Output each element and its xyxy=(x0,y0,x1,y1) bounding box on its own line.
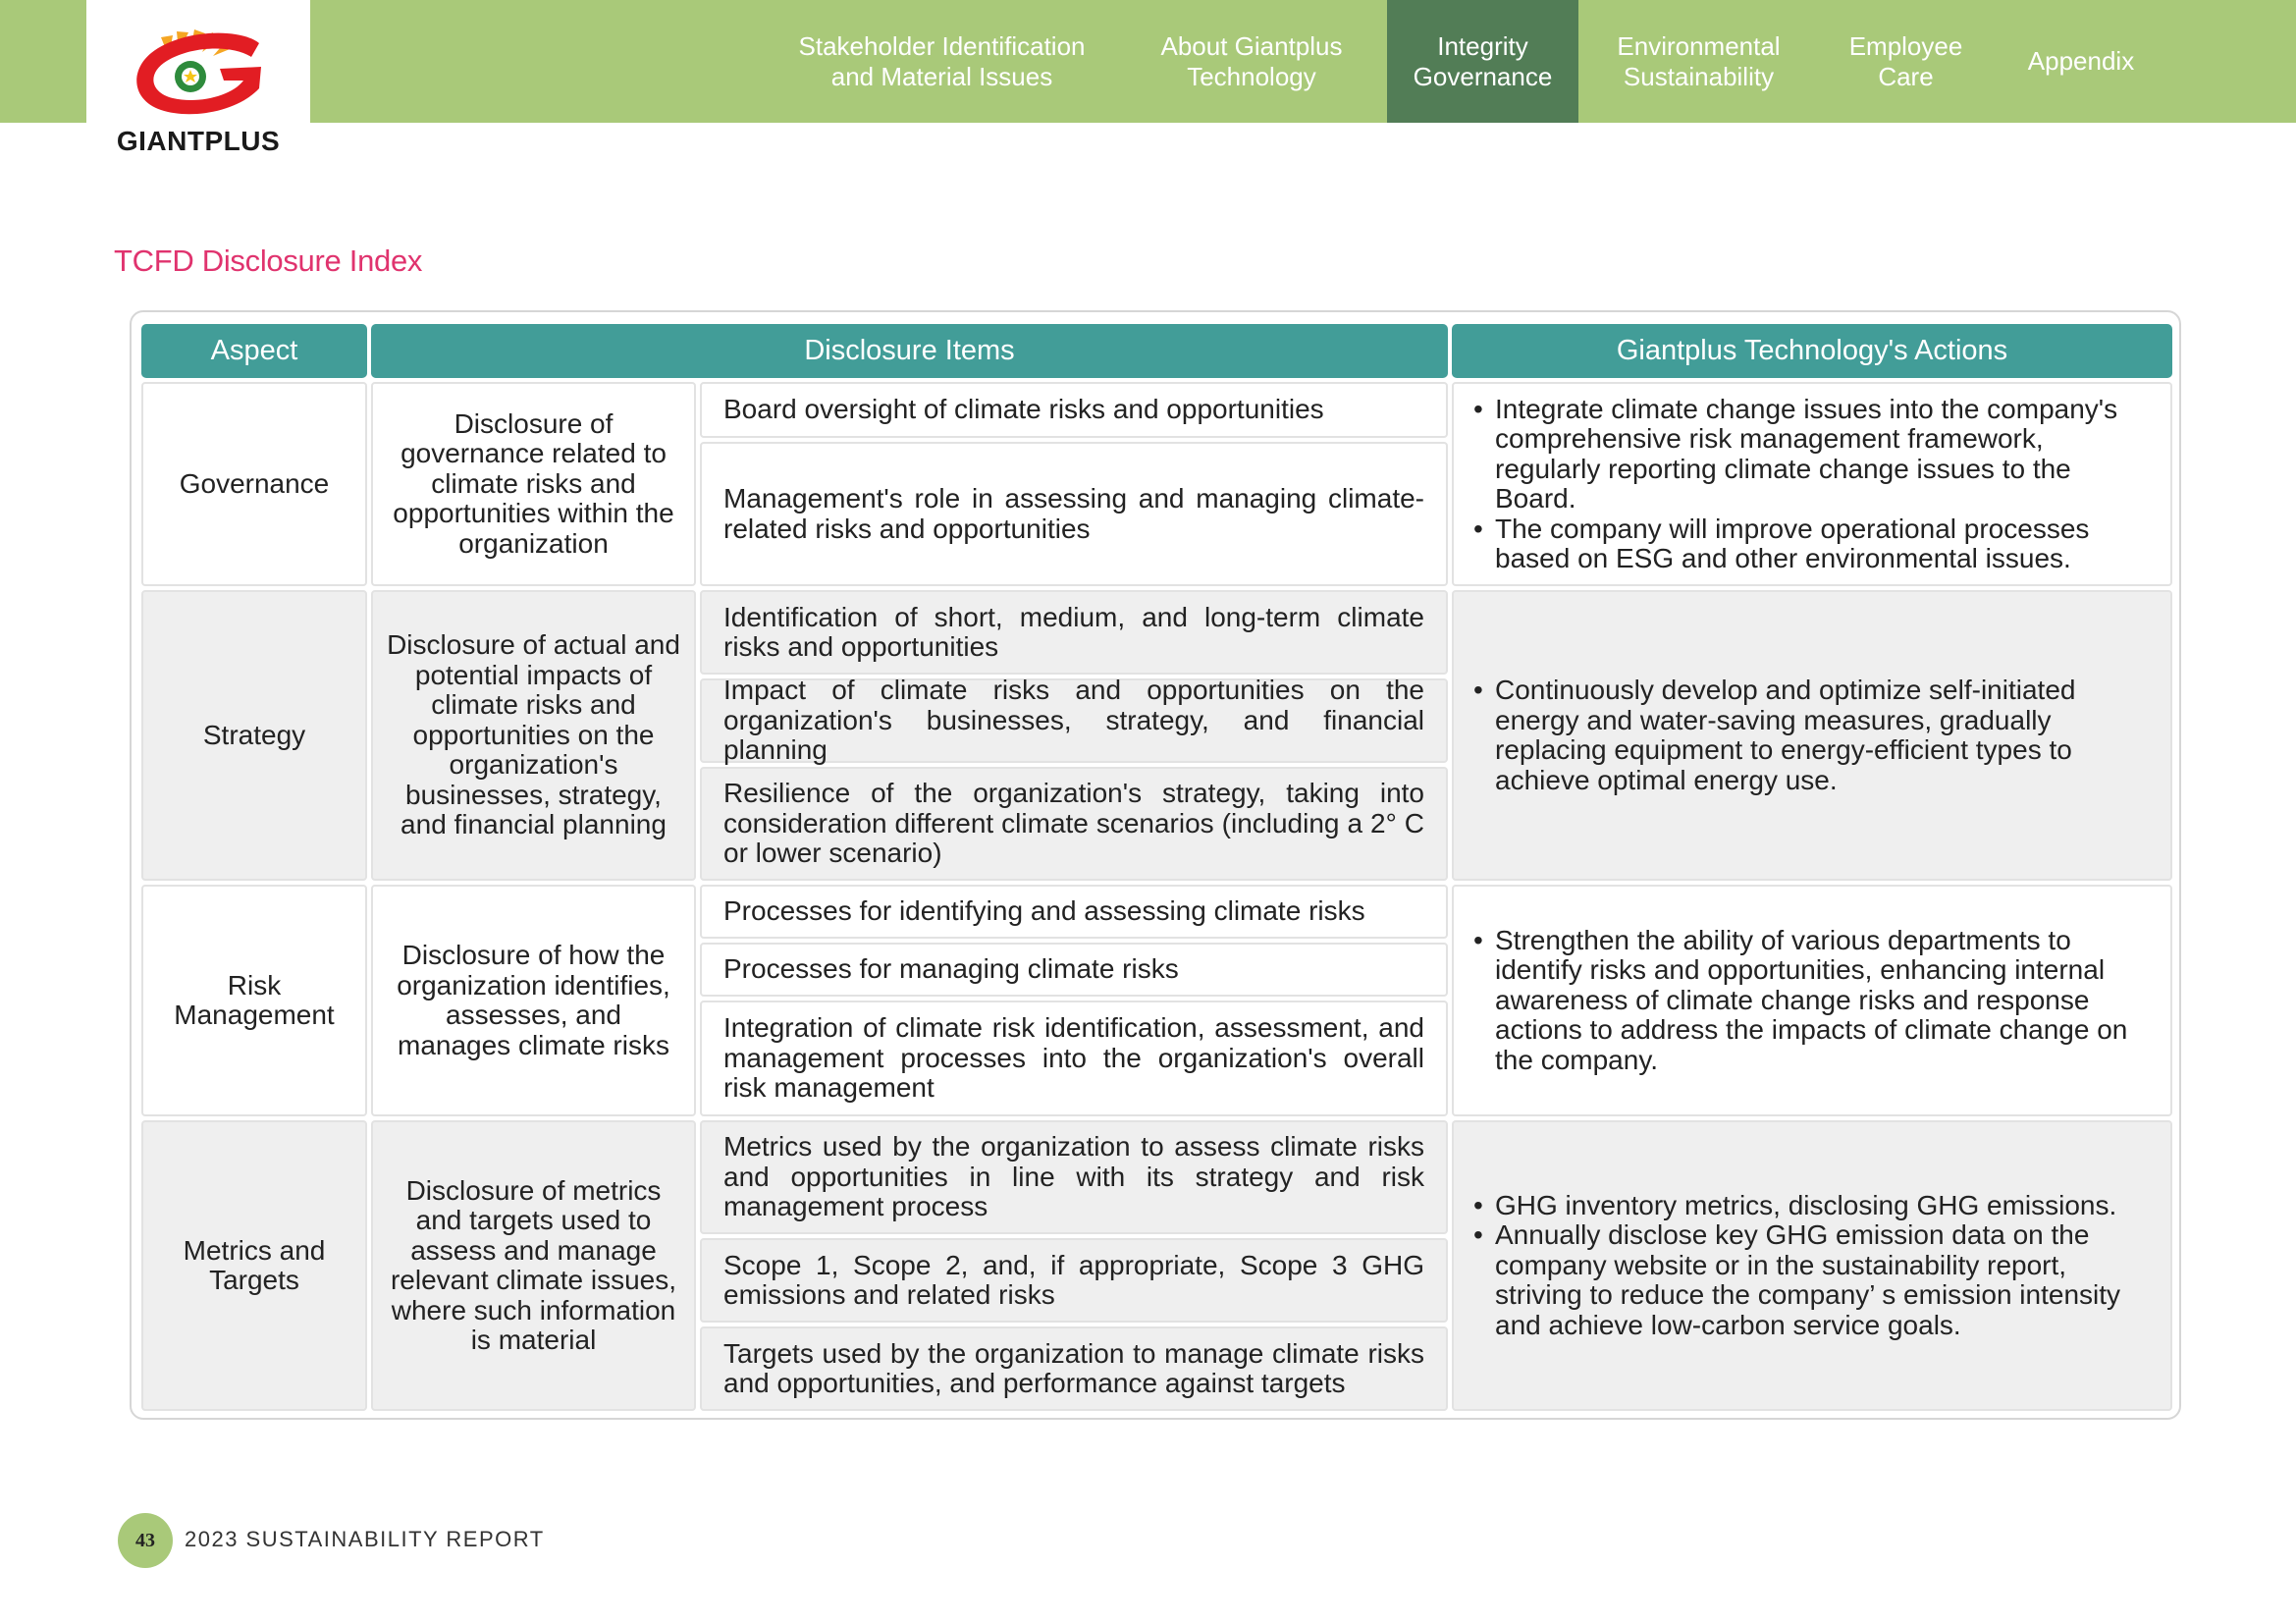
actions-list xyxy=(1473,676,2147,795)
actions-cell xyxy=(1452,885,2172,1116)
company-logo[interactable] xyxy=(86,0,310,169)
disclosure-item: Management's role in assessing and managing climate-related risks and opportunities xyxy=(700,442,1448,586)
report-label: 2023 SUSTAINABILITY REPORT xyxy=(185,1527,545,1551)
nav-tab-label: Environmental Sustainability xyxy=(1617,30,1781,91)
disclosure-item: Scope 1, Scope 2, and, if appropriate, Scope 3 GHG emissions and related risks xyxy=(700,1238,1448,1323)
header-disclosure-items: Disclosure Items xyxy=(371,324,1448,378)
disclosure-text: Disclosure of actual and potential impacts of climate risks and opportunities on the organization's businesses, strategy, and financial planning xyxy=(387,629,680,840)
disclosure-cell xyxy=(371,382,696,586)
nav-tab-environmental[interactable] xyxy=(1578,0,1819,123)
aspect-cell xyxy=(141,885,367,1116)
aspect-cell xyxy=(141,382,367,586)
header-actions: Giantplus Technology's Actions xyxy=(1452,324,2172,378)
nav-tab-label: Employee Care xyxy=(1848,30,1963,91)
disclosure-cell xyxy=(371,885,696,1116)
nav-tab-label: Appendix xyxy=(2027,46,2135,76)
disclosure-item: Board oversight of climate risks and opportunities xyxy=(700,382,1448,438)
actions-list xyxy=(1473,926,2147,1076)
disclosure-item: Identification of short, medium, and long-term climate risks and opportunities xyxy=(700,590,1448,675)
disclosure-text: Disclosure of governance related to climate risks and opportunities within the organization xyxy=(393,407,674,559)
header-aspect: Aspect xyxy=(141,324,367,378)
aspect-label: Strategy xyxy=(202,719,306,750)
nav-tab-about[interactable] xyxy=(1116,0,1387,123)
section-title: TCFD Disclosure Index xyxy=(114,243,423,278)
nav-tab-label: About Giantplus Technology xyxy=(1160,30,1343,91)
nav-tab-stakeholder[interactable] xyxy=(768,0,1116,123)
action-item: • The company will improve operational processes based on ESG and other environmental issues. xyxy=(1473,514,2147,574)
logo-text: GIANTPLUS xyxy=(116,126,281,156)
disclosure-item: Integration of climate risk identification, assessment, and management processes into the organization's overall risk management xyxy=(700,1001,1448,1116)
disclosure-item: Processes for identifying and assessing climate risks xyxy=(700,885,1448,939)
disclosure-text: Disclosure of metrics and targets used to assess and manage relevant climate issues, where such information is material xyxy=(390,1174,676,1355)
aspect-cell xyxy=(141,1120,367,1411)
actions-cell xyxy=(1452,590,2172,881)
action-item: • Strengthen the ability of various departments to identify risks and opportunities, enhancing internal awareness of climate change risks and response actions to address the impacts of climate change on the company. xyxy=(1473,926,2147,1076)
aspect-label: Risk Management xyxy=(174,969,335,1030)
action-item: • Annually disclose key GHG emission data on the company website or in the sustainability report, striving to reduce the company’ s emission intensity and achieve low-carbon service goals. xyxy=(1473,1220,2147,1340)
nav-tab-integrity-governance[interactable] xyxy=(1387,0,1578,123)
disclosure-cell xyxy=(371,1120,696,1411)
aspect-cell xyxy=(141,590,367,881)
nav-tab-label: Stakeholder Identification and Material Issues xyxy=(798,30,1086,91)
disclosure-item: Impact of climate risks and opportunities on the organization's businesses, strategy, and financial planning xyxy=(700,678,1448,763)
action-item: • Continuously develop and optimize self-initiated energy and water-saving measures, gradually replacing equipment to energy-efficient types to achieve optimal energy use. xyxy=(1473,676,2147,795)
actions-cell xyxy=(1452,1120,2172,1411)
disclosure-item: Processes for managing climate risks xyxy=(700,943,1448,997)
page-number-badge: 43 xyxy=(118,1513,173,1568)
aspect-label: Metrics and Targets xyxy=(183,1234,326,1295)
action-item: • Integrate climate change issues into the company's comprehensive risk management framework, regularly reporting climate change issues to the Board. xyxy=(1473,395,2147,514)
actions-list xyxy=(1473,1191,2147,1341)
disclosure-cell xyxy=(371,590,696,881)
actions-cell xyxy=(1452,382,2172,586)
nav-tab-label: Integrity Governance xyxy=(1413,30,1553,91)
aspect-label: Governance xyxy=(179,467,330,499)
disclosure-item: Resilience of the organization's strategy, taking into consideration different climate scenarios (including a 2° C or lower scenario) xyxy=(700,767,1448,881)
giantplus-logo-icon xyxy=(122,24,279,122)
disclosure-item: Metrics used by the organization to assess climate risks and opportunities in line with its strategy and risk management process xyxy=(700,1120,1448,1234)
nav-tab-employee-care[interactable] xyxy=(1819,0,1993,123)
nav-tab-appendix[interactable] xyxy=(1993,0,2169,123)
actions-list xyxy=(1473,395,2147,574)
disclosure-item: Targets used by the organization to manage climate risks and opportunities, and performance against targets xyxy=(700,1326,1448,1411)
disclosure-text: Disclosure of how the organization identifies, assesses, and manages climate risks xyxy=(397,940,670,1060)
action-item: • GHG inventory metrics, disclosing GHG emissions. xyxy=(1473,1191,2147,1221)
